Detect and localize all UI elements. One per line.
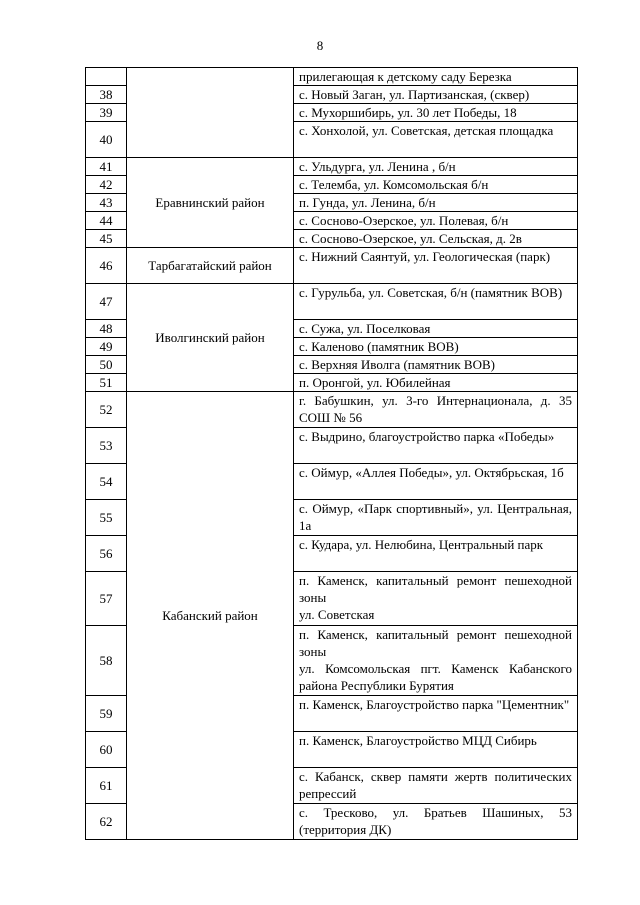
row-number: 46: [86, 248, 127, 284]
row-number: 44: [86, 212, 127, 230]
row-number: 62: [86, 804, 127, 840]
object-description: с. Гурульба, ул. Советская, б/н (памятник ВОВ): [294, 284, 578, 320]
table-row: [86, 392, 578, 428]
row-number: 58: [86, 626, 127, 696]
object-description: п. Оронгой, ул. Юбилейная: [294, 374, 578, 392]
object-description: г. Бабушкин, ул. 3-го Интернационала, д. 35 СОШ № 56: [294, 392, 578, 428]
row-number: 47: [86, 284, 127, 320]
table-row: [86, 284, 578, 320]
row-number: 40: [86, 122, 127, 158]
object-description: с. Сужа, ул. Поселковая: [294, 320, 578, 338]
object-description: с. Новый Заган, ул. Партизанская, (сквер): [294, 86, 578, 104]
object-description: прилегающая к детскому саду Березка: [294, 68, 578, 86]
table-row: [86, 158, 578, 176]
district-cell: [127, 68, 294, 158]
district-name: Тарбагатайский район: [127, 248, 294, 284]
row-number: 38: [86, 86, 127, 104]
row-number: 54: [86, 464, 127, 500]
row-number: 45: [86, 230, 127, 248]
table-row: [86, 68, 578, 86]
object-description: [294, 626, 578, 696]
row-number: 39: [86, 104, 127, 122]
row-number: 55: [86, 500, 127, 536]
table-row: [86, 248, 578, 284]
row-number: 59: [86, 696, 127, 732]
row-number: 56: [86, 536, 127, 572]
object-description: с. Верхняя Иволга (памятник ВОВ): [294, 356, 578, 374]
object-description-line: п. Каменск, капитальный ремонт пешеходной зоны: [299, 627, 572, 659]
object-description: с. Ульдурга, ул. Ленина , б/н: [294, 158, 578, 176]
row-number: 51: [86, 374, 127, 392]
row-number: 57: [86, 572, 127, 626]
row-number: 42: [86, 176, 127, 194]
row-number: 43: [86, 194, 127, 212]
object-description-line: п. Каменск, капитальный ремонт пешеходной зоны: [299, 573, 572, 605]
object-description: п. Гунда, ул. Ленина, б/н: [294, 194, 578, 212]
row-number: [86, 68, 127, 86]
row-number: 52: [86, 392, 127, 428]
row-number: 50: [86, 356, 127, 374]
district-name: Еравнинский район: [127, 158, 294, 248]
object-description: с. Выдрино, благоустройство парка «Победы»: [294, 428, 578, 464]
object-description: с. Мухоршибирь, ул. 30 лет Победы, 18: [294, 104, 578, 122]
objects-table: [85, 67, 578, 840]
row-number: 53: [86, 428, 127, 464]
district-name: Иволгинский район: [127, 284, 294, 392]
object-description: с. Хонхолой, ул. Советская, детская площадка: [294, 122, 578, 158]
object-description: [294, 572, 578, 626]
object-description: с. Сосново-Озерское, ул. Сельская, д. 2в: [294, 230, 578, 248]
object-description: с. Телемба, ул. Комсомольская б/н: [294, 176, 578, 194]
object-description: с. Кабанск, сквер памяти жертв политических репрессий: [294, 768, 578, 804]
object-description-line: ул. Комсомольская пгт. Каменск Кабанского района Республики Бурятия: [299, 661, 572, 693]
row-number: 48: [86, 320, 127, 338]
object-description-line: ул. Советская: [299, 607, 375, 622]
row-number: 60: [86, 732, 127, 768]
page-number: 8: [316, 38, 324, 53]
object-description: с. Каленово (памятник ВОВ): [294, 338, 578, 356]
row-number: 61: [86, 768, 127, 804]
object-description: с. Тресково, ул. Братьев Шашиных, 53 (территория ДК): [294, 804, 578, 840]
row-number: 49: [86, 338, 127, 356]
object-description: п. Каменск, Благоустройство парка "Цементник": [294, 696, 578, 732]
object-description: п. Каменск, Благоустройство МЦД Сибирь: [294, 732, 578, 768]
object-description: с. Нижний Саянтуй, ул. Геологическая (парк): [294, 248, 578, 284]
object-description: с. Оймур, «Аллея Победы», ул. Октябрьская, 1б: [294, 464, 578, 500]
object-description: с. Кудара, ул. Нелюбина, Центральный парк: [294, 536, 578, 572]
district-name: Кабанский район: [127, 392, 294, 840]
object-description: с. Сосново-Озерское, ул. Полевая, б/н: [294, 212, 578, 230]
row-number: 41: [86, 158, 127, 176]
object-description: с. Оймур, «Парк спортивный», ул. Центральная, 1а: [294, 500, 578, 536]
